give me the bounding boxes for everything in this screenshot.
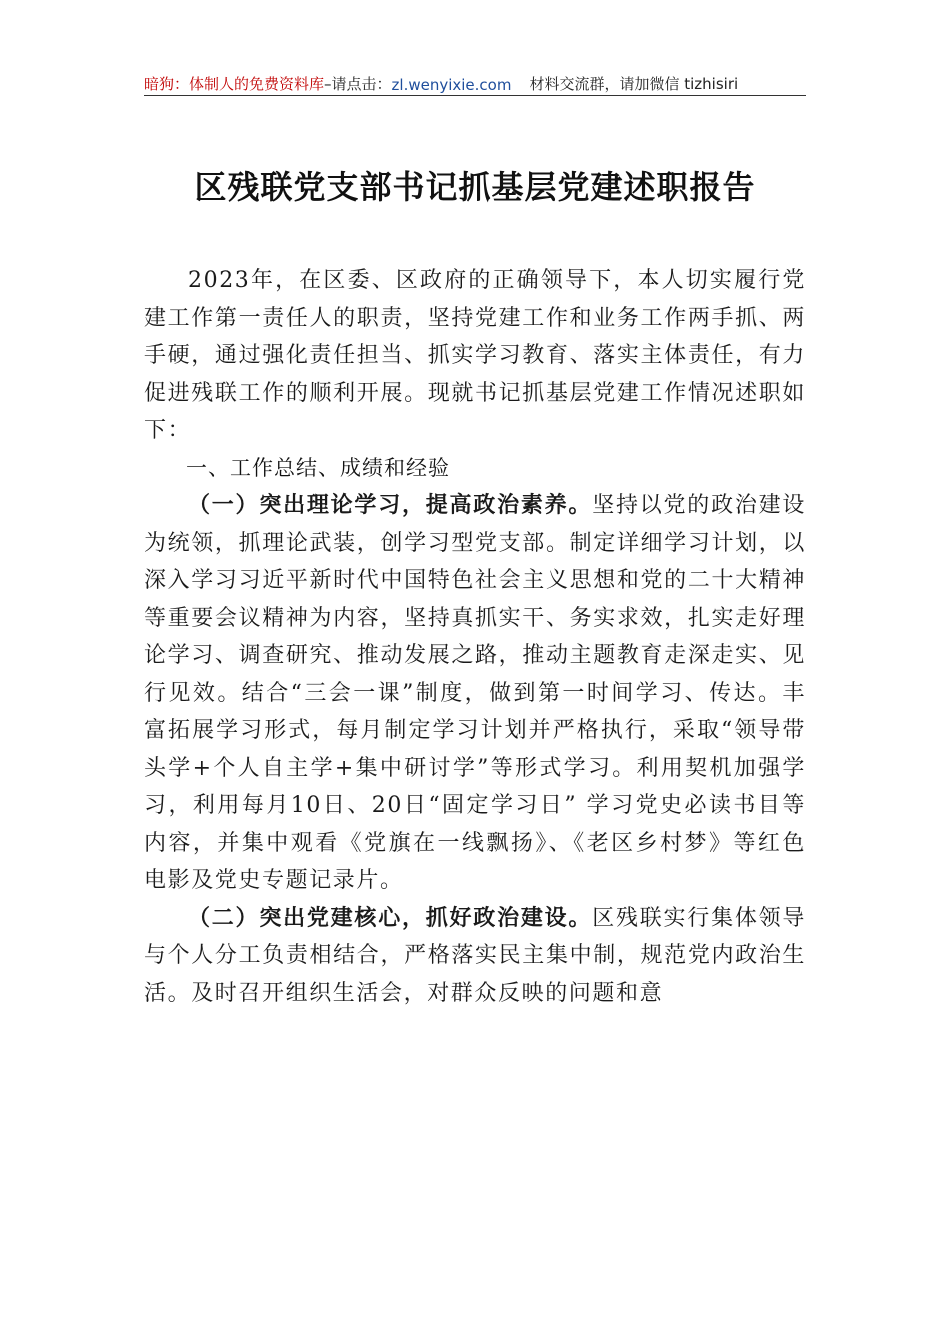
paragraph-2-text: 区残联实行集体领导与个人分工负责相结合，严格落实民主集中制，规范党内政治生活。及时召开组织生活会，对群众反映的问题和意 xyxy=(144,905,806,1006)
paragraph-1 xyxy=(144,487,806,900)
paragraph-1-lead: （一）突出理论学习，提高政治素养。 xyxy=(188,492,593,518)
header-group-note: 材料交流群，请加微信 tizhisiri xyxy=(529,75,739,93)
section-heading: 一、工作总结、成绩和经验 xyxy=(186,455,450,480)
document-body xyxy=(144,262,806,1012)
paragraph-1-text: 坚持以党的政治建设为统领，抓理论武装，创学习型党支部。制定详细学习计划，以深入学习习近平新时代中国特色社会主义思想和党的二十大精神等重要会议精神为内容，坚持真抓实干、务实求效，扎实走好理论学习、调查研究、推动发展之路，推动主题教育走深走实、见行见效。结合“三会一课”制度，做到第一时间学习、传达。丰富拓展学习形式，每月制定学习计划并严格执行，采取“领导带头学+个人自主学+集中研讨学”等形式学习。利用契机加强学习，利用每月10日、20日“固定学习日” 学习党史必读书目等内容，并集中观看《党旗在一线飘扬》、《老区乡村梦》等红色电影及党史专题记录片。 xyxy=(144,493,806,893)
paragraph-2-lead: （二）突出党建核心，抓好政治建设。 xyxy=(188,904,593,931)
header-site-label: 暗狗：体制人的免费资料库 xyxy=(144,75,325,93)
header-click-label: –请点击： xyxy=(324,75,392,93)
intro-paragraph: 2023年，在区委、区政府的正确领导下，本人切实履行党建工作第一责任人的职责，坚持党建工作和业务工作两手抓、两手硬，通过强化责任担当、抓实学习教育、落实主体责任，有力促进残联工作的顺利开展。现就书记抓基层党建工作情况述职如下： xyxy=(144,268,806,443)
page-header xyxy=(144,68,806,94)
document-title: 区残联党支部书记抓基层党建述职报告 xyxy=(194,168,756,206)
paragraph-2 xyxy=(144,900,806,1013)
header-url-link[interactable]: zl.wenyixie.com xyxy=(391,76,512,94)
header-divider xyxy=(144,95,806,96)
